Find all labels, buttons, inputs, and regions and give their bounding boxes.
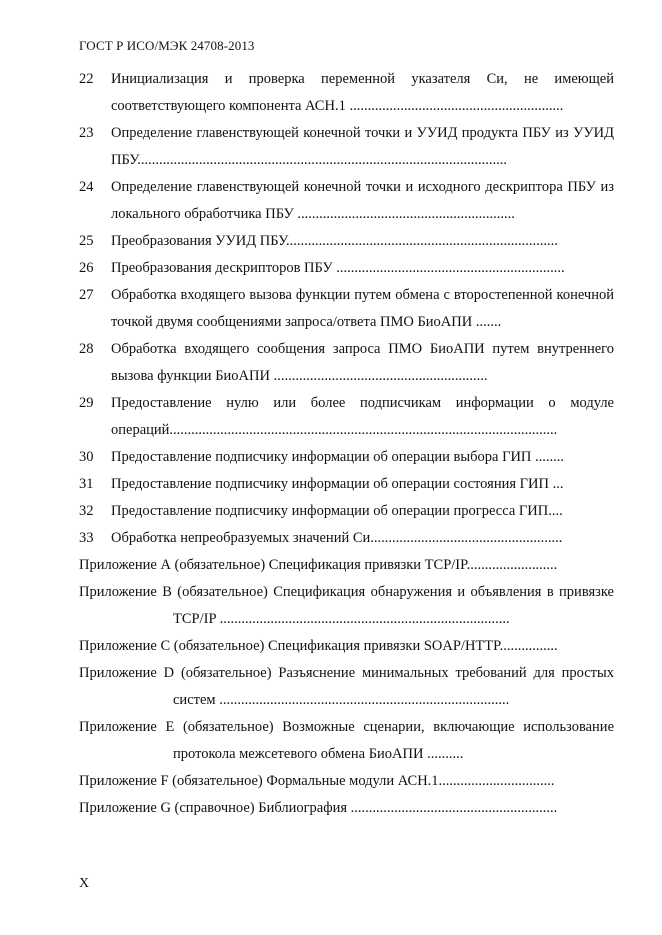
toc-entry-number: 31: [79, 476, 94, 492]
toc-appendix-title: Приложение С (обязательное) Спецификация привязки SOAP/HTTP................: [79, 638, 558, 654]
toc-entry-title: Обработка входящего сообщения запроса ПМО БиоАПИ путем внутреннего вызова функции БиоАПИ ...........................................................: [111, 341, 614, 384]
toc-entry-title: Преобразования дескрипторов ПБУ ...............................................................: [111, 260, 565, 276]
toc-entry-title: Предоставление подписчику информации об операции выбора ГИП ........: [111, 449, 565, 465]
toc-appendix-title: Приложение А (обязательное) Спецификация привязки TCP/IP.........................: [79, 557, 558, 573]
toc-entry-22[interactable]: [79, 66, 614, 120]
toc-appendix-title: Приложение F (обязательное) Формальные модули АСН.1................................: [79, 773, 555, 789]
toc-entry-25[interactable]: [79, 228, 614, 255]
toc-entry-title: Определение главенствующей конечной точки и исходного дескриптора ПБУ из локального обработчика ПБУ ............................................................: [111, 179, 614, 222]
toc-entry-number: 23: [79, 125, 94, 141]
toc-entry-33[interactable]: [79, 525, 614, 552]
toc-entry-number: 32: [79, 503, 94, 519]
toc-entry-title: Инициализация и проверка переменной указателя Си, не имеющей соответствующего компонента АСН.1 ...........................................................: [111, 71, 614, 114]
toc-entry-30[interactable]: [79, 444, 614, 471]
toc-entry-title: Предоставление подписчику информации об операции прогресса ГИП....: [111, 503, 563, 519]
toc-appendix-title: Приложение В (обязательное) Спецификация обнаружения и объявления в привязке TCP/IP ................................................................................: [79, 584, 614, 627]
toc-appendix-d[interactable]: [79, 660, 614, 714]
toc-entry-number: 30: [79, 449, 94, 465]
toc-appendix-a[interactable]: [79, 552, 614, 579]
toc-entry-number: 29: [79, 395, 94, 411]
toc-entry-number: 24: [79, 179, 94, 195]
toc-entry-title: Определение главенствующей конечной точки и УУИД продукта ПБУ из УУИД ПБУ......................................................................................................: [111, 125, 614, 168]
toc-appendix-title: Приложение G (справочное) Библиография .........................................................: [79, 800, 558, 816]
toc-entry-29[interactable]: [79, 390, 614, 444]
toc-appendix-b[interactable]: [79, 579, 614, 633]
toc-entry-24[interactable]: [79, 174, 614, 228]
toc-entry-number: 25: [79, 233, 94, 249]
toc-entry-title: Предоставление нулю или более подписчикам информации о модуле операций...........................................................................................................: [111, 395, 614, 438]
toc-entry-32[interactable]: [79, 498, 614, 525]
toc-entry-number: 28: [79, 341, 94, 357]
toc-appendix-title: Приложение Е (обязательное) Возможные сценарии, включающие использование протокола межсетевого обмена БиоАПИ ..........: [79, 719, 614, 762]
toc-appendix-g[interactable]: [79, 795, 614, 822]
toc-entry-27[interactable]: [79, 282, 614, 336]
toc-entry-number: 26: [79, 260, 94, 276]
toc-entry-number: 33: [79, 530, 94, 546]
running-header: ГОСТ Р ИСО/МЭК 24708-2013: [79, 38, 255, 53]
toc-entry-28[interactable]: [79, 336, 614, 390]
toc-entry-26[interactable]: [79, 255, 614, 282]
toc-entry-title: Обработка входящего вызова функции путем обмена с второстепенной конечной точкой двумя сообщениями запроса/ответа ПМО БиоАПИ .......: [111, 287, 614, 330]
toc-entry-31[interactable]: [79, 471, 614, 498]
toc-entry-number: 22: [79, 71, 94, 87]
toc-entry-title: Предоставление подписчику информации об операции состояния ГИП ...: [111, 476, 564, 492]
toc-appendix-e[interactable]: [79, 714, 614, 768]
toc-appendix-title: Приложение D (обязательное) Разъяснение минимальных требований для простых систем ................................................................................: [79, 665, 614, 708]
toc-entry-title: Преобразования УУИД ПБУ...........................................................................: [111, 233, 558, 249]
toc-entry-title: Обработка непреобразуемых значений Си.....................................................: [111, 530, 563, 546]
table-of-contents: [79, 66, 614, 822]
toc-entry-23[interactable]: [79, 120, 614, 174]
toc-appendix-f[interactable]: [79, 768, 614, 795]
toc-appendix-c[interactable]: [79, 633, 614, 660]
toc-entry-number: 27: [79, 287, 94, 303]
page-number: X: [79, 876, 90, 891]
